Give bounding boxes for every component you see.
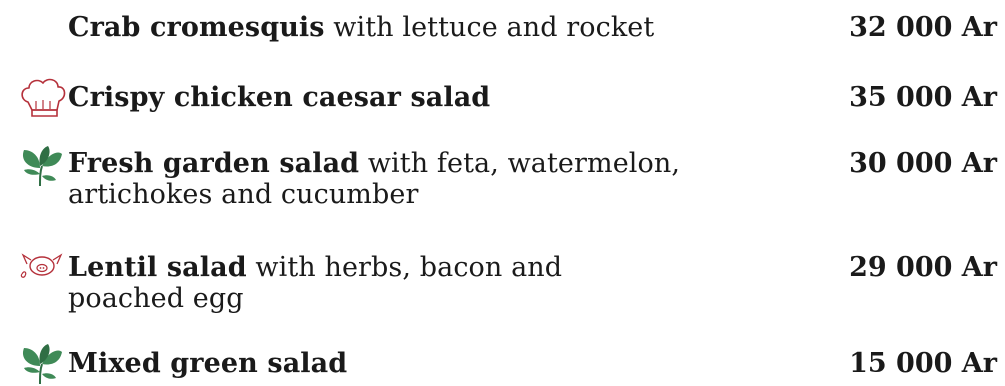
vegetarian-leaf-icon [18, 342, 68, 382]
menu-item-details: with lettuce and rocket [324, 12, 655, 43]
menu-item-description [68, 12, 768, 43]
menu-item-details: with feta, watermelon, artichokes and cucumber [68, 148, 681, 210]
menu-item-details: with herbs, bacon and poached egg [68, 252, 563, 314]
chef-hat-icon [18, 76, 68, 116]
menu-item-price: 30 000 Ar [849, 148, 997, 179]
menu-item-price: 35 000 Ar [849, 82, 997, 113]
menu-item-price: 32 000 Ar [849, 12, 997, 43]
menu-item-name: Lentil salad [68, 252, 247, 283]
menu-item-description [68, 252, 628, 314]
menu-item-name: Fresh garden salad [68, 148, 360, 179]
vegetarian-leaf-icon [18, 144, 68, 184]
menu-item-name: Mixed green salad [68, 348, 348, 379]
menu-item-price: 29 000 Ar [849, 252, 997, 283]
menu-item-name: Crispy chicken caesar salad [68, 82, 491, 113]
menu-item-description [68, 82, 768, 113]
menu-item-name: Crab cromesquis [68, 12, 325, 43]
menu-item-description [68, 348, 768, 379]
menu-item-description [68, 148, 768, 210]
menu-item-price: 15 000 Ar [849, 348, 997, 379]
pig-icon [18, 252, 68, 292]
